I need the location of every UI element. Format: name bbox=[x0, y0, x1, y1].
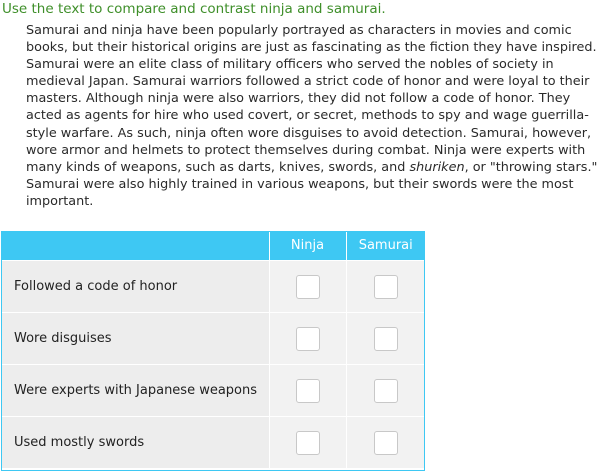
cell-ninja bbox=[269, 261, 346, 313]
table-row bbox=[1, 313, 425, 365]
table-row bbox=[1, 365, 425, 417]
reading-passage bbox=[26, 22, 600, 210]
checkbox-ninja-code-of-honor[interactable] bbox=[296, 275, 320, 299]
checkbox-samurai-disguises[interactable] bbox=[374, 327, 398, 351]
checkbox-samurai-swords[interactable] bbox=[374, 431, 398, 455]
column-header-ninja: Ninja bbox=[269, 231, 346, 261]
table-header-row bbox=[1, 231, 425, 261]
cell-samurai bbox=[346, 313, 425, 365]
passage-italic-term: shuriken bbox=[409, 159, 465, 175]
row-label: Wore disguises bbox=[1, 313, 269, 365]
table-row bbox=[1, 261, 425, 313]
passage-text-part-2: , or "throwing stars." Samurai were also highly trained in various weapons, but their swords were the most important. bbox=[26, 159, 598, 209]
compare-table bbox=[1, 231, 425, 468]
row-label: Used mostly swords bbox=[1, 417, 269, 469]
cell-ninja bbox=[269, 313, 346, 365]
header-blank-cell bbox=[1, 231, 269, 261]
row-label: Followed a code of honor bbox=[1, 261, 269, 313]
row-label: Were experts with Japanese weapons bbox=[1, 365, 269, 417]
cell-ninja bbox=[269, 365, 346, 417]
checkbox-ninja-weapons[interactable] bbox=[296, 379, 320, 403]
passage-text-part-1: Samurai and ninja have been popularly portrayed as characters in movies and comic books, but their historical origins are just as fascinating as the fiction they have inspired. Samurai were an elite class of military officers who served the nobles of society in medieval Japan. Samurai warriors followed a strict code of honor and were loyal to their masters. Although ninja were also warriors, they did not follow a code of honor. They acted as agents for hire who used covert, or secret, methods to spy and wage guerrilla-style warfare. As such, ninja often wore disguises to avoid detection. Samurai, however, wore armor and helmets to protect themselves during combat. Ninja were experts with many kinds of weapons, such as darts, knives, swords, and bbox=[26, 23, 597, 175]
checkbox-samurai-weapons[interactable] bbox=[374, 379, 398, 403]
column-header-samurai: Samurai bbox=[346, 231, 425, 261]
checkbox-ninja-disguises[interactable] bbox=[296, 327, 320, 351]
cell-ninja bbox=[269, 417, 346, 469]
cell-samurai bbox=[346, 365, 425, 417]
cell-samurai bbox=[346, 261, 425, 313]
checkbox-ninja-swords[interactable] bbox=[296, 431, 320, 455]
table-row bbox=[1, 417, 425, 469]
cell-samurai bbox=[346, 417, 425, 469]
passage-paragraph bbox=[26, 22, 600, 210]
checkbox-samurai-code-of-honor[interactable] bbox=[374, 275, 398, 299]
instruction-text: Use the text to compare and contrast ninja and samurai. bbox=[2, 1, 386, 17]
